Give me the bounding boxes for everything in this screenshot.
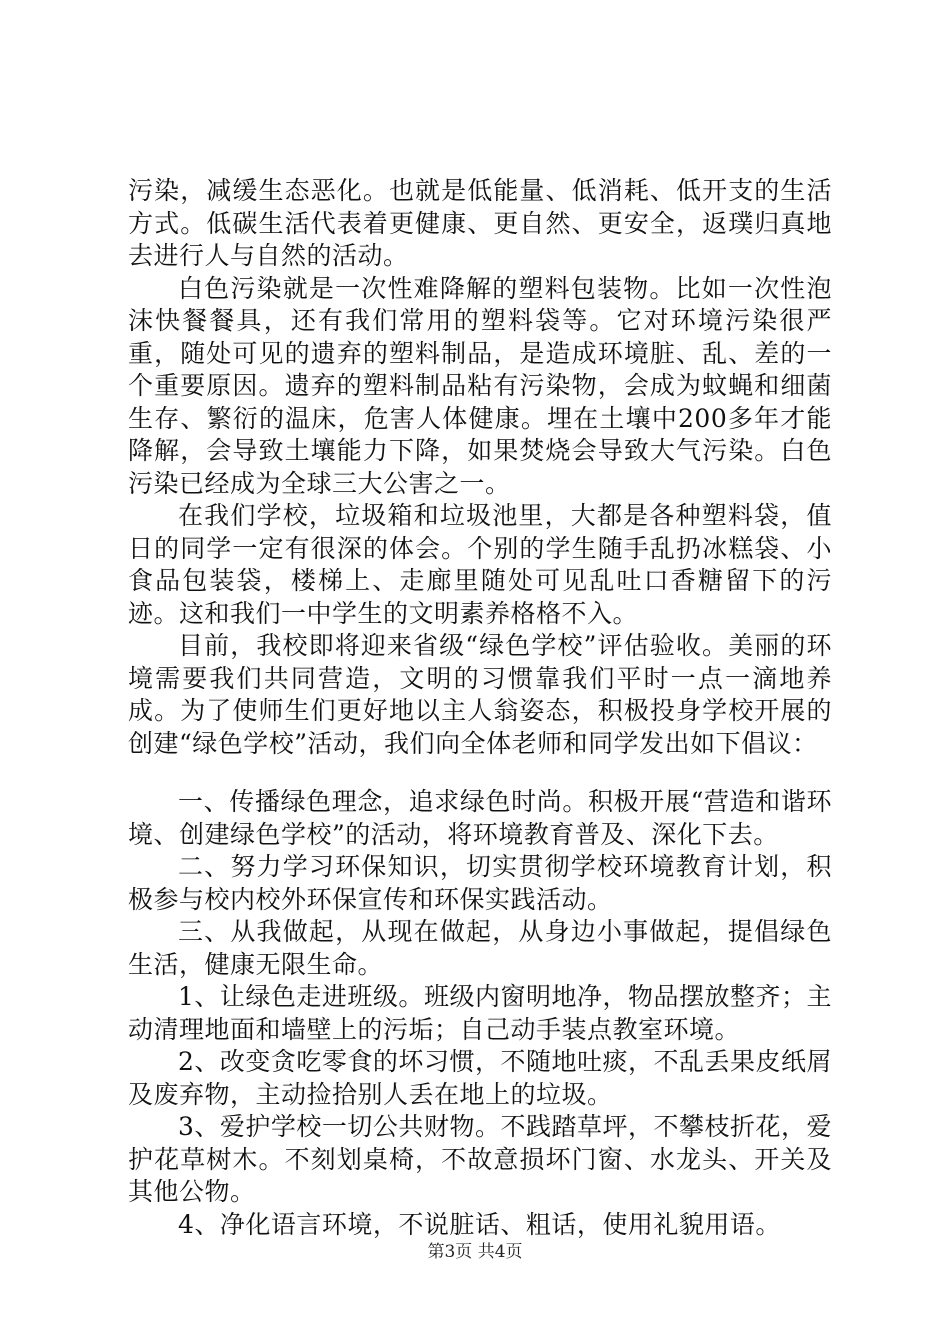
paragraph-low-carbon-continued: 污染，减缓生态恶化。也就是低能量、低消耗、低开支的生活方式。低碳生活代表着更健康、更自然、更安全，返璞归真地去进行人与自然的活动。 bbox=[128, 176, 832, 270]
document-body bbox=[128, 175, 832, 1241]
proposal-item-1: 一、传播绿色理念，追求绿色时尚。积极开展“营造和谐环境、创建绿色学校”的活动，将环境教育普及、深化下去。 bbox=[128, 787, 832, 849]
sub-item-3: 3、爱护学校一切公共财物。不践踏草坪，不攀枝折花，爱护花草树木。不刻划桌椅，不故意损坏门窗、水龙头、开关及其他公物。 bbox=[128, 1112, 832, 1206]
sub-item-4: 4、净化语言环境，不说脏话、粗话，使用礼貌用语。 bbox=[178, 1209, 781, 1239]
sub-item-2: 2、改变贪吃零食的坏习惯，不随地吐痰，不乱丢果皮纸屑及废弃物，主动捡拾别人丢在地上的垃圾。 bbox=[128, 1047, 832, 1109]
proposal-item-2: 二、努力学习环保知识，切实贯彻学校环境教育计划，积极参与校内校外环保宣传和环保实践活动。 bbox=[128, 852, 832, 914]
paragraph-spacer bbox=[128, 760, 832, 786]
sub-item-1: 1、让绿色走进班级。班级内窗明地净，物品摆放整齐；主动清理地面和墙壁上的污垢；自己动手装点教室环境。 bbox=[128, 982, 832, 1044]
paragraph-school-situation: 在我们学校，垃圾箱和垃圾池里，大都是各种塑料袋，值日的同学一定有很深的体会。个别的学生随手乱扔冰糕袋、小食品包装袋，楼梯上、走廊里随处可见乱吐口香糖留下的污迹。这和我们一中学生的文明素养格格不入。 bbox=[128, 501, 832, 628]
paragraph-green-school-initiative: 目前，我校即将迎来省级“绿色学校”评估验收。美丽的环境需要我们共同营造，文明的习惯靠我们平时一点一滴地养成。为了使师生们更好地以主人翁姿态，积极投身学校开展的创建“绿色学校”活动，我们向全体老师和同学发出如下倡议： bbox=[128, 631, 832, 758]
page-number-footer: 第3页 共4页 bbox=[427, 1242, 523, 1262]
paragraph-white-pollution: 白色污染就是一次性难降解的塑料包装物。比如一次性泡沫快餐餐具，还有我们常用的塑料袋等。它对环境污染很严重，随处可见的遗弃的塑料制品，是造成环境脏、乱、差的一个重要原因。遗弃的塑料制品粘有污染物，会成为蚊蝇和细菌生存、繁衍的温床，危害人体健康。埋在土壤中200多年才能降解，会导致土壤能力下降，如果焚烧会导致大气污染。白色污染已经成为全球三大公害之一。 bbox=[128, 273, 832, 498]
proposal-item-3: 三、从我做起，从现在做起，从身边小事做起，提倡绿色生活，健康无限生命。 bbox=[128, 917, 832, 979]
